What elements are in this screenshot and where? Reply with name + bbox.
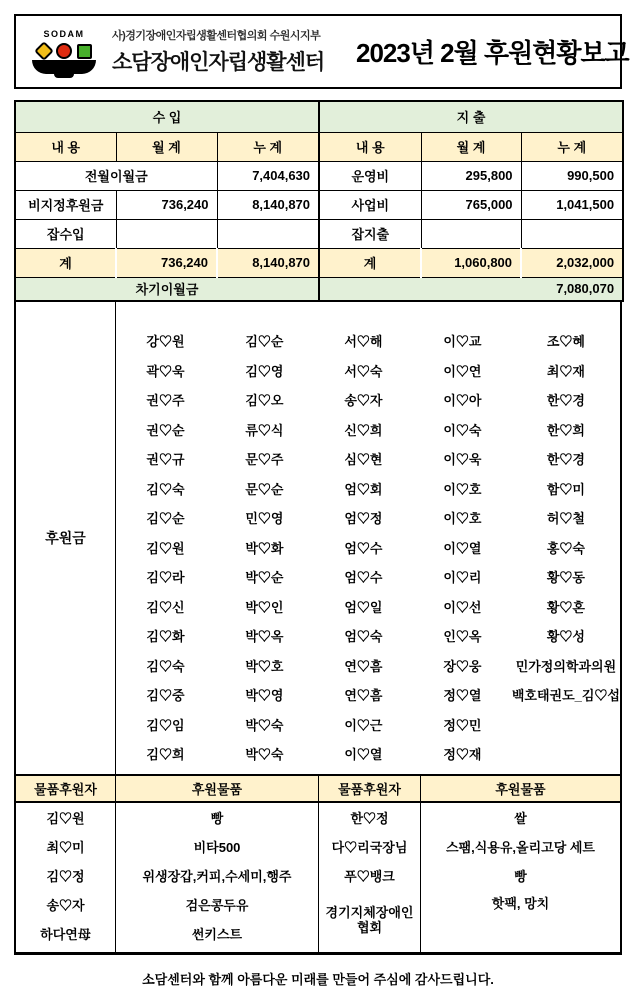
donor-names-column: [215, 326, 314, 769]
goods-right-items: [421, 803, 620, 952]
donor-name: 인♡옥: [443, 629, 482, 645]
finance-column-header-row: [15, 132, 623, 161]
expense-sum-monthly: 1,060,800: [421, 248, 521, 277]
donor-name: 박♡호: [245, 658, 284, 674]
income-monthly: 736,240: [116, 190, 217, 219]
donor-name: 권♡주: [146, 393, 185, 409]
expense-monthly: 295,800: [421, 161, 521, 190]
income-label: 비지정후원금: [15, 190, 116, 219]
logo-square-icon: [77, 44, 92, 59]
donor-name: 서♡해: [344, 334, 383, 350]
goods-donor: 다♡리국장님: [331, 840, 408, 856]
col-header-content: 내 용: [15, 132, 116, 161]
donor-name: 이♡열: [443, 540, 482, 556]
expense-cumulative: 1,041,500: [521, 190, 623, 219]
donor-name: 김♡영: [245, 363, 284, 379]
expense-cumulative: 990,500: [521, 161, 623, 190]
donor-name: 김♡신: [146, 599, 185, 615]
donor-name: 이♡리: [443, 570, 482, 586]
goods-header-donor: 물품후원자: [319, 776, 421, 803]
goods-item: 비타500: [193, 840, 241, 856]
donor-name: 엄♡일: [344, 599, 383, 615]
organization-name: 소담장애인자립생활센터: [112, 51, 325, 74]
finance-sum-row: [15, 248, 623, 277]
goods-item: 검은콩두유: [185, 898, 249, 914]
expense-label: 사업비: [319, 190, 421, 219]
donor-names-column: [116, 326, 215, 769]
donor-name: 정♡재: [443, 747, 482, 763]
expense-label: 운영비: [319, 161, 421, 190]
goods-header-row: [16, 776, 620, 803]
carryover-label: 차기이월금: [15, 277, 319, 301]
logo-diamond-icon: [34, 41, 54, 61]
goods-right-donors: [319, 803, 421, 952]
donor-name: 김♡중: [146, 688, 185, 704]
income-monthly: [116, 219, 217, 248]
donor-name: 박♡영: [245, 688, 284, 704]
donor-name: 심♡현: [344, 452, 383, 468]
donor-name: 민가정의학과의원: [515, 658, 617, 674]
income-label: 잡수입: [15, 219, 116, 248]
goods-donor: 최♡미: [46, 840, 85, 856]
income-label: 전월이월금: [15, 161, 217, 190]
donor-name: 김♡희: [146, 747, 185, 763]
goods-item: 핫팩, 망치: [491, 896, 550, 911]
donor-name: 곽♡욱: [146, 363, 185, 379]
col-header-monthly: 월 계: [116, 132, 217, 161]
donor-name: 이♡호: [443, 481, 482, 497]
donor-name: 이♡교: [443, 334, 482, 350]
goods-header-item: 후원물품: [116, 776, 319, 803]
expense-sum-cumulative: 2,032,000: [521, 248, 623, 277]
goods-donor: 한♡정: [350, 811, 389, 827]
donor-name: 문♡주: [245, 452, 284, 468]
goods-donor: 김♡정: [46, 869, 85, 885]
logo-circle-icon: [56, 43, 72, 59]
goods-header-donor: 물품후원자: [16, 776, 116, 803]
donor-name: 이♡연: [443, 363, 482, 379]
donor-name: 백호태권도_김♡섭: [511, 688, 620, 704]
logo-bowl-icon: [32, 60, 96, 74]
donor-name: 박♡인: [245, 599, 284, 615]
income-cumulative: [217, 219, 319, 248]
donor-name: 박♡순: [245, 570, 284, 586]
donor-name: 연♡흠: [344, 658, 383, 674]
finance-row: [15, 219, 623, 248]
donor-name: 이♡호: [443, 511, 482, 527]
donor-name: 김♡라: [146, 570, 185, 586]
donor-name: 박♡숙: [245, 747, 284, 763]
donor-name: 김♡화: [146, 629, 185, 645]
donor-name: 신♡희: [344, 422, 383, 438]
col-header-cumulative: 누 계: [217, 132, 319, 161]
donor-name: 황♡혼: [546, 599, 585, 615]
donor-name: 권♡규: [146, 452, 185, 468]
donor-name: 송♡자: [344, 393, 383, 409]
donor-name: 홍♡숙: [546, 540, 585, 556]
donor-names-column: [413, 326, 512, 769]
page-title: 2023년 2월 후원현황보고: [356, 38, 629, 68]
logo-shapes: [37, 40, 92, 62]
carryover-value: 7,080,070: [319, 277, 623, 301]
expense-header: 지 출: [319, 101, 623, 132]
donor-name: 황♡동: [546, 570, 585, 586]
goods-left-donors: [16, 803, 116, 952]
donor-name: 정♡민: [443, 717, 482, 733]
income-sum-cumulative: 8,140,870: [217, 248, 319, 277]
donation-section-label: 후원금: [16, 302, 116, 774]
donor-name: 엄♡수: [344, 570, 383, 586]
goods-header-item: 후원물품: [421, 776, 620, 803]
goods-item: 빵: [514, 869, 527, 885]
donor-name: 박♡화: [245, 540, 284, 556]
col-header-content: 내 용: [319, 132, 421, 161]
expense-sum-label: 계: [319, 248, 421, 277]
donor-name: 이♡욱: [443, 452, 482, 468]
col-header-cumulative: 누 계: [521, 132, 623, 161]
goods-table: [14, 774, 622, 955]
donor-name: 엄♡정: [344, 511, 383, 527]
col-header-monthly: 월 계: [421, 132, 521, 161]
goods-donor: 하다연母: [40, 927, 91, 943]
donor-name: 엄♡수: [344, 540, 383, 556]
donor-name: 박♡옥: [245, 629, 284, 645]
donor-name: 김♡임: [146, 717, 185, 733]
goods-donor: 푸♡뱅크: [344, 869, 395, 885]
donor-name: 최♡재: [546, 363, 585, 379]
income-sum-label: 계: [15, 248, 116, 277]
donor-name: 황♡성: [546, 629, 585, 645]
donor-name: 함♡미: [546, 481, 585, 497]
donor-name: 김♡순: [245, 334, 284, 350]
income-header: 수 입: [15, 101, 319, 132]
income-cumulative: 7,404,630: [217, 161, 319, 190]
donor-name: 류♡식: [245, 422, 284, 438]
donor-name: 이♡열: [344, 747, 383, 763]
donor-names-column: [512, 326, 620, 769]
goods-item: 위생장갑,커피,수세미,행주: [142, 869, 292, 885]
finance-section-header-row: [15, 101, 623, 132]
donor-name: 한♡경: [546, 452, 585, 468]
donor-name: 정♡열: [443, 688, 482, 704]
donation-section: [14, 302, 622, 774]
header: [14, 14, 629, 89]
donor-name: 이♡근: [344, 717, 383, 733]
donor-name: 이♡숙: [443, 422, 482, 438]
goods-left-items: [116, 803, 319, 952]
logo-wordmark: SODAM: [43, 29, 85, 39]
donor-name: 문♡순: [245, 481, 284, 497]
income-cumulative: 8,140,870: [217, 190, 319, 219]
expense-monthly: 765,000: [421, 190, 521, 219]
donor-name: 허♡철: [546, 511, 585, 527]
goods-item: 빵: [210, 811, 224, 827]
goods-body: [16, 803, 620, 952]
goods-item: 스팸,식용유,올리고당 세트: [446, 840, 595, 856]
donor-name: 연♡흠: [344, 688, 383, 704]
donor-names-column: [314, 326, 413, 769]
donor-name: 강♡원: [146, 334, 185, 350]
donor-name: 김♡숙: [146, 658, 185, 674]
donor-name: 김♡순: [146, 511, 185, 527]
donor-name: 엄♡숙: [344, 629, 383, 645]
footer-message: 소담센터와 함께 아름다운 미래를 만들어 주심에 감사드립니다.: [142, 972, 494, 987]
organization-affiliation: 사)경기장애인자립생활센터협의회 수원시지부: [112, 30, 321, 42]
donor-name: 김♡오: [245, 393, 284, 409]
donor-name: 한♡희: [546, 422, 585, 438]
goods-item: 쌀: [514, 811, 527, 827]
goods-item: 썬키스트: [191, 927, 243, 943]
donor-name: 박♡숙: [245, 717, 284, 733]
income-sum-monthly: 736,240: [116, 248, 217, 277]
donor-name: 서♡숙: [344, 363, 383, 379]
donor-name: 엄♡회: [344, 481, 383, 497]
donor-name: 조♡혜: [546, 334, 585, 350]
expense-monthly: [421, 219, 521, 248]
goods-donor: 김♡원: [46, 811, 85, 827]
goods-donor: 송♡자: [46, 898, 85, 914]
finance-table: [14, 100, 624, 302]
finance-row: [15, 190, 623, 219]
donor-name: 민♡영: [245, 511, 284, 527]
donor-name: 권♡순: [146, 422, 185, 438]
donor-name: 김♡원: [146, 540, 185, 556]
expense-label: 잡지출: [319, 219, 421, 248]
finance-row: [15, 161, 623, 190]
organization-text: [112, 27, 348, 76]
donor-name: 이♡선: [443, 599, 482, 615]
donor-names-grid: [116, 302, 620, 774]
goods-donor: 경기지체장애인 협회: [325, 905, 414, 935]
donor-name: 이♡아: [443, 393, 482, 409]
carryover-row: [15, 277, 623, 301]
sodam-logo: [24, 29, 104, 74]
donor-name: 장♡웅: [443, 658, 482, 674]
donor-name: 한♡경: [546, 393, 585, 409]
donor-name: 김♡숙: [146, 481, 185, 497]
expense-cumulative: [521, 219, 623, 248]
